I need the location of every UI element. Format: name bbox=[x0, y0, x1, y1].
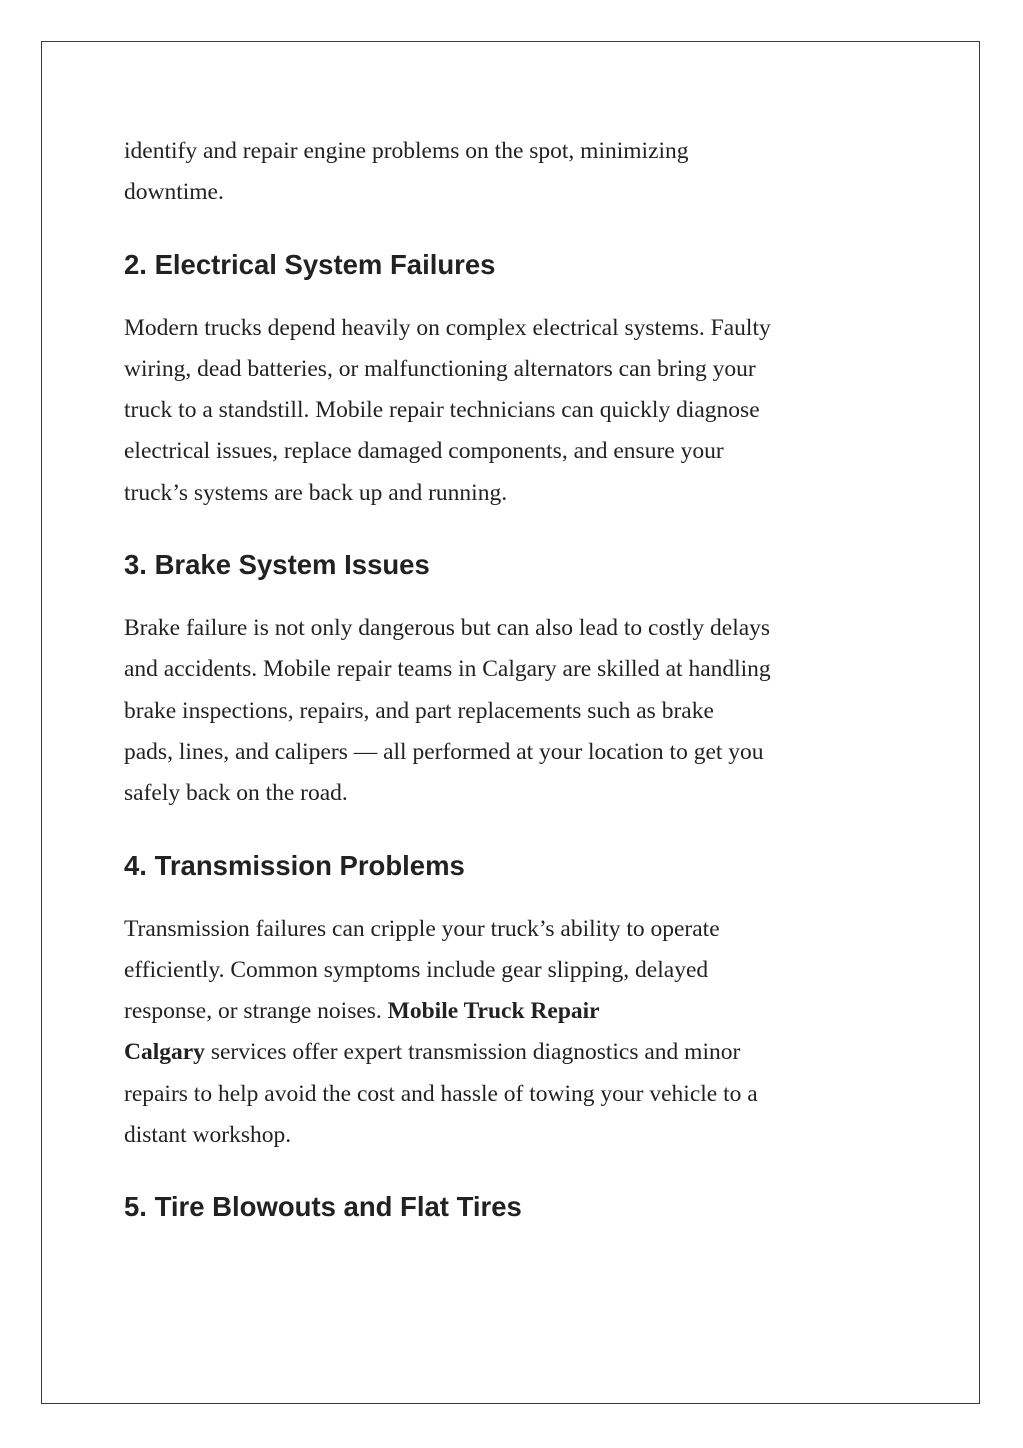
text-line: repairs to help avoid the cost and hassle of towing your vehicle to a bbox=[124, 1080, 758, 1107]
text-run: response, or strange noises. bbox=[124, 998, 388, 1025]
document-body bbox=[124, 131, 914, 1250]
section-paragraph-brake bbox=[124, 608, 914, 814]
text-line: truck to a standstill. Mobile repair technicians can quickly diagnose bbox=[124, 397, 760, 424]
text-line bbox=[124, 991, 914, 1032]
text-line: identify and repair engine problems on the spot, minimizing bbox=[124, 138, 689, 164]
section-heading-transmission: 4. Transmission Problems bbox=[124, 849, 465, 881]
text-line: Brake failure is not only dangerous but can also lead to costly delays bbox=[124, 615, 771, 642]
text-run: services offer expert transmission diagnostics and minor bbox=[204, 1039, 741, 1066]
text-line: safely back on the road. bbox=[124, 780, 348, 807]
section-paragraph-electrical bbox=[124, 308, 914, 514]
text-line: distant workshop. bbox=[124, 1122, 292, 1149]
text-line: efficiently. Common symptoms include gear slipping, delayed bbox=[124, 956, 709, 983]
section-heading-brake: 3. Brake System Issues bbox=[124, 549, 430, 581]
text-line: truck’s systems are back up and running. bbox=[124, 479, 508, 506]
text-line: pads, lines, and calipers — all performed at your location to get you bbox=[124, 738, 764, 765]
section-paragraph-transmission bbox=[124, 909, 914, 1157]
section-heading-electrical: 2. Electrical System Failures bbox=[124, 248, 496, 280]
bold-phrase: Calgary bbox=[124, 1039, 205, 1066]
section-heading-tires: 5. Tire Blowouts and Flat Tires bbox=[124, 1191, 522, 1223]
text-line: brake inspections, repairs, and part replacements such as brake bbox=[124, 697, 714, 724]
text-line bbox=[124, 1032, 914, 1073]
text-line: Modern trucks depend heavily on complex electrical systems. Faulty bbox=[124, 314, 771, 341]
text-line: wiring, dead batteries, or malfunctioning alternators can bring your bbox=[124, 355, 756, 382]
bold-phrase: Mobile Truck Repair bbox=[387, 998, 600, 1025]
text-line: electrical issues, replace damaged components, and ensure your bbox=[124, 438, 724, 465]
text-line: and accidents. Mobile repair teams in Calgary are skilled at handling bbox=[124, 656, 771, 683]
text-line: Transmission failures can cripple your truck’s ability to operate bbox=[124, 915, 720, 942]
intro-paragraph bbox=[124, 131, 914, 214]
text-line: downtime. bbox=[124, 179, 224, 206]
